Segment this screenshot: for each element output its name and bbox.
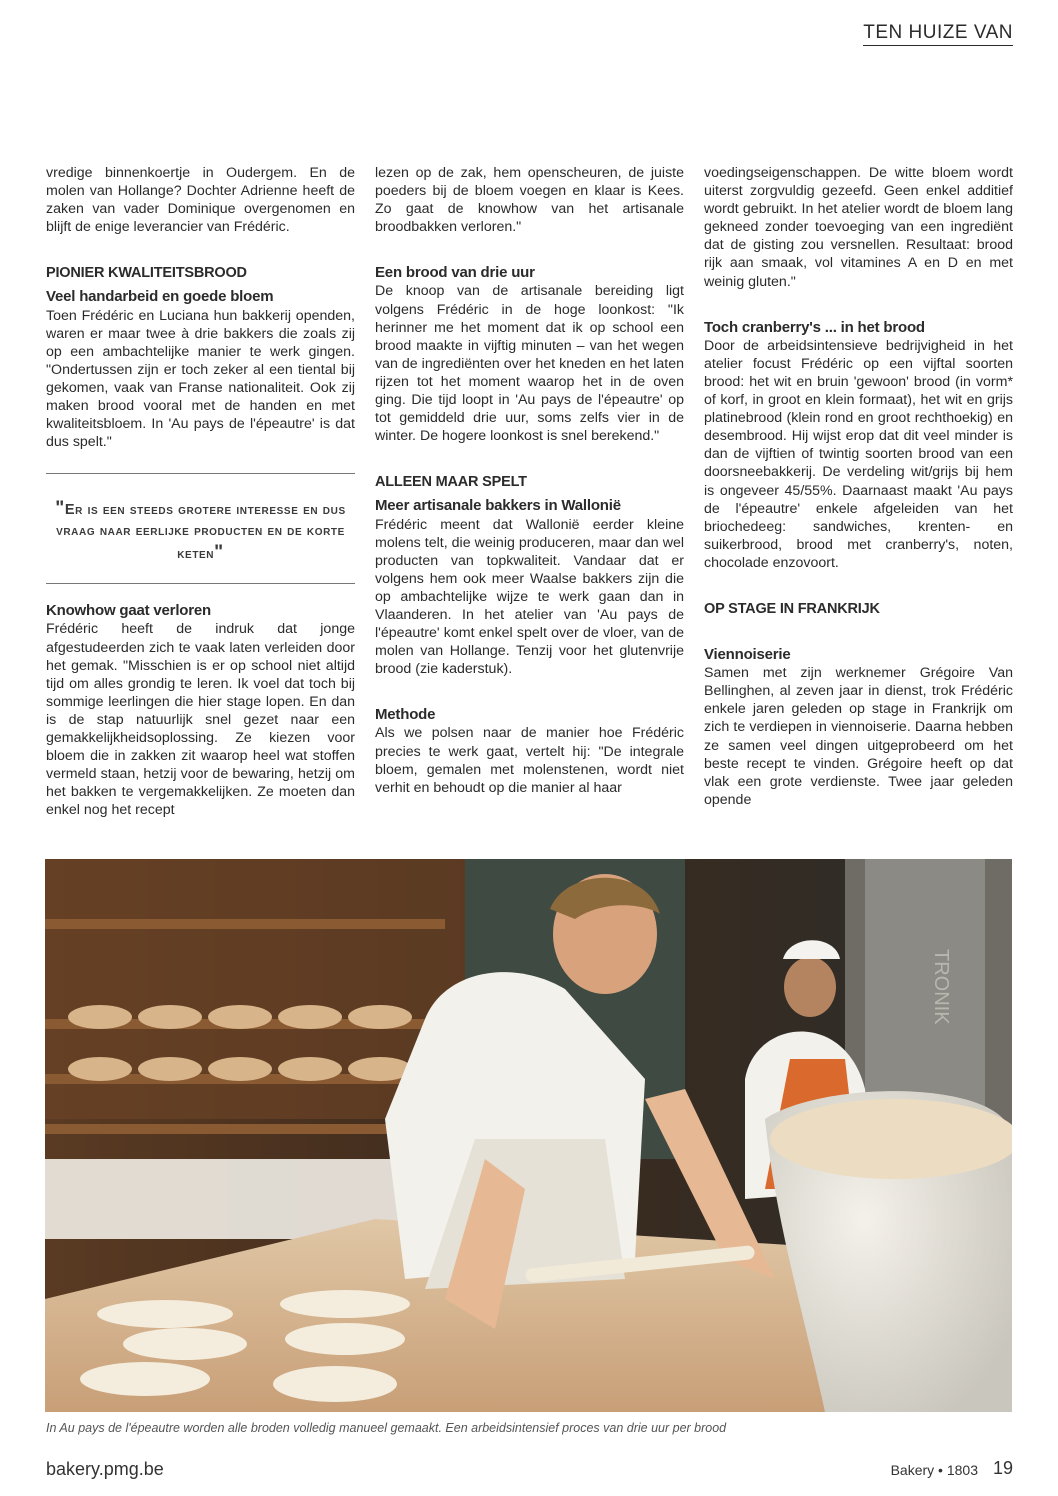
article-column-2	[375, 164, 684, 797]
section-heading: OP STAGE IN FRANKRIJK	[704, 600, 880, 617]
paragraph: Frédéric meent dat Wallonië eerder kleine molens telt, die weinig produceren, maar dan wel producten van topkwaliteit. Vandaar dat er volgens hem ook meer Waalse bakkers zijn die op ambachtelijke wijze te werk gaan dan in Vlaanderen. In het atelier van 'Au pays de l'épeautre' komt enkel spelt over de vloer, van de molen van Hollange. Tenzij voor het glutenvrije brood (zie kaderstuk).	[375, 516, 684, 678]
subheading: Knowhow gaat verloren	[46, 602, 211, 620]
paragraph: Samen met zijn werknemer Grégoire Van Bellinghen, al zeven jaar in dienst, trok Frédéric enkele jaren geleden op stage in Frankrijk om zich te verdiepen in viennoiserie. Daarna hebben ze samen veel dingen uitgeprobeerd om het beste recept te vinden. Grégoire heeft op dat vlak een grote verdienste. Twee jaar geleden opende	[704, 665, 1013, 808]
article-column-1	[46, 164, 355, 819]
subheading: Een brood van drie uur	[375, 264, 535, 282]
paragraph: Door de arbeidsintensieve bedrijvigheid in het atelier focust Frédéric op een vijftal soorten brood: het wit en bruin 'gewoon' brood (in vorm* of korf, in groot en klein formaat), het wit en grijs platinebrood (klein rond en groot rechthoekig) en desembrood. Hij wijst erop dat dit veel minder is dan de vijftien of twintig soorten brood van een doorsneebakkerij. De verdeling wit/grijs bij hem is ongeveer 45/55%. Daarnaast maakt 'Au pays de l'épeautre' enkele afgeleiden van het briochedeeg: sandwiches, krenten- en suikerbrood, brood met cranberry's, noten, chocolade enzovoort.	[704, 337, 1013, 571]
footer-website[interactable]: bakery.pmg.be	[46, 1459, 164, 1479]
subheading: Viennoiserie	[704, 646, 791, 664]
bakery-photo	[45, 859, 1012, 1412]
paragraph: voedingseigenschappen. De witte bloem wordt uiterst zorgvuldig gezeefd. Geen enkel additief wordt gebruikt. In het atelier wordt de bloem lang gekneed zonder toevoeging van een ingrediënt dat de gisting zou versnellen. Resultaat: brood rijk aan smaak, vol vitamines A en D en met weinig gluten."	[704, 165, 1013, 290]
section-tag: TEN HUIZE VAN	[863, 22, 1013, 46]
pull-quote	[46, 473, 355, 584]
subheading: Meer artisanale bakkers in Wallonië	[375, 497, 621, 515]
paragraph: lezen op de zak, hem openscheuren, de juiste poeders bij de bloem voegen en klaar is Kees. Zo gaat de knowhow van het artisanale broodbakken verloren."	[375, 165, 684, 236]
photo-caption: In Au pays de l'épeautre worden alle broden volledig manueel gemaakt. Een arbeidsintensief proces van drie uur per brood	[46, 1421, 727, 1435]
paragraph: Als we polsen naar de manier hoe Frédéric precies te werk gaat, vertelt hij: "De integrale bloem, gemalen met molenstenen, wordt niet verhit en behoudt op die manier al haar	[375, 725, 684, 796]
quote-close-mark: "	[214, 542, 224, 564]
oven-label: TRONIK	[930, 949, 952, 1025]
quote-open-mark: "	[55, 498, 65, 520]
footer-issue: Bakery • 1803	[890, 1462, 978, 1478]
paragraph: vredige binnenkoertje in Oudergem. En de molen van Hollange? Dochter Adrienne heeft de zaken van vader Dominique overgenomen en blijft de enige leverancier van Frédéric.	[46, 165, 355, 236]
paragraph: Frédéric heeft de indruk dat jonge afgestudeerden zich te vaak laten verleiden door het gemak. "Misschien is er op school niet altijd tijd om alles grondig te leren. Ik voel dat toch bij sommige leerlingen die hier stage lopen. En dan is de stap natuurlijk snel gezet naar een gemakkelijkheidsoplossing. Ze kiezen voor bloem die in zakken zit waarop heel wat stoffen vermeld staan, hetzij voor de bewaring, hetzij om het bakken te vergemakkelijken. Ze moeten dan enkel nog het recept	[46, 621, 355, 819]
pull-quote-text: Er is een steeds grotere interesse en dus vraag naar eerlijke producten en de korte keten	[56, 502, 346, 563]
subheading: Veel handarbeid en goede bloem	[46, 288, 274, 306]
paragraph: De knoop van de artisanale bereiding ligt volgens Frédéric in de hoge loonkost: "Ik herinner me het moment dat ik op school een brood maakte in vijftig minuten – van het wegen van de ingrediënten over het kneden en het laten rijzen tot het moment waarop het in de oven ging. Die tijd loopt in 'Au pays de l'épeautre' op tot gemiddeld drie uur, soms zelfs vier in de winter. De hogere loonkost is snel berekend."	[375, 283, 684, 445]
section-heading: ALLEEN MAAR SPELT	[375, 474, 527, 491]
section-heading: PIONIER KWALITEITSBROOD	[46, 265, 247, 282]
page-number: 19	[992, 1458, 1013, 1478]
subheading: Methode	[375, 706, 436, 724]
article-column-3	[704, 164, 1013, 809]
paragraph: Toen Frédéric en Luciana hun bakkerij openden, waren er maar twee à drie bakkers die zoals zij op een ambachtelijke manier te werk gingen. "Ondertussen zijn er toch zeker al een tiental bij gekomen, vaak van Franse nationaliteit. Ook zij maken brood vooral met de handen en met kwaliteitsbloem. In 'Au pays de l'épeautre' is dat dus spelt."	[46, 307, 355, 451]
subheading: Toch cranberry's ... in het brood	[704, 318, 925, 336]
